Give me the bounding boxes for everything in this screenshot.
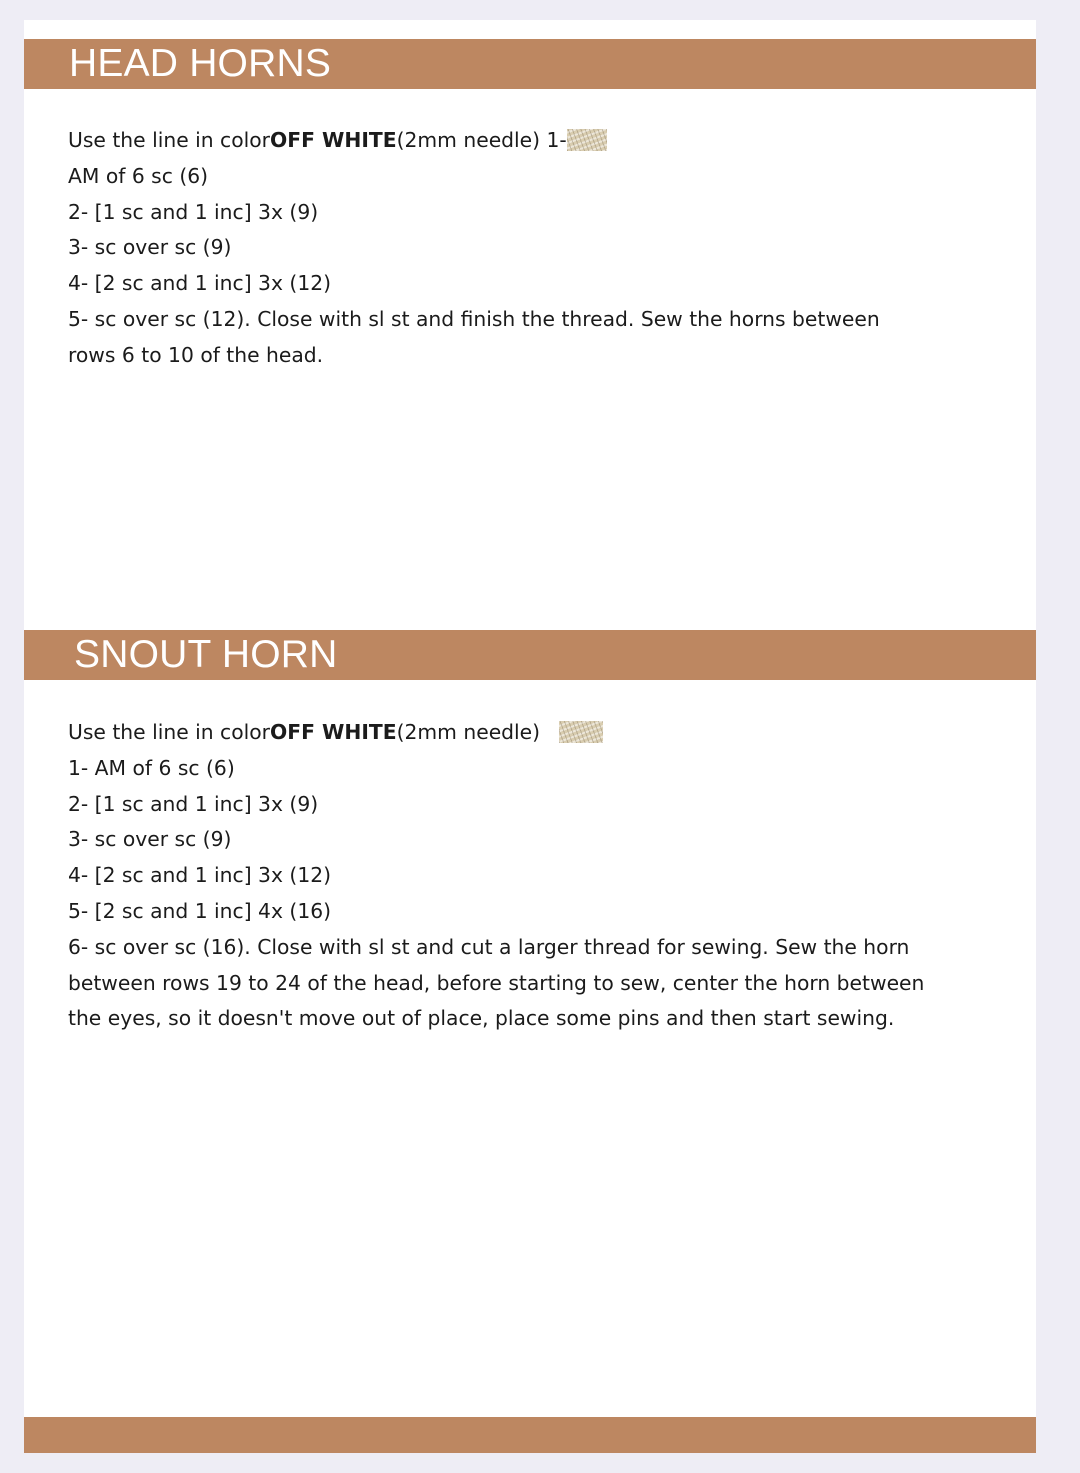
instruction-row: 5- sc over sc (12). Close with sl st and finish the thread. Sew the horns between rows 6 to 10 of the head. xyxy=(68,306,880,367)
yarn-swatch-icon xyxy=(567,129,607,151)
intro-suffix: (2mm needle) xyxy=(396,720,541,744)
section-body-head-horns xyxy=(68,123,948,374)
section-body-snout-horn xyxy=(68,715,948,1037)
intro-prefix: Use the line in color xyxy=(68,720,270,744)
instruction-row: 1- AM of 6 sc (6) xyxy=(68,755,235,780)
section-title: SNOUT HORN xyxy=(74,633,338,676)
instruction-intro xyxy=(68,123,948,159)
yarn-color-name: OFF WHITE xyxy=(270,720,397,744)
yarn-color-name: OFF WHITE xyxy=(270,128,397,152)
document-page xyxy=(24,20,1036,1453)
section-title: HEAD HORNS xyxy=(69,42,332,85)
instruction-row: 6- sc over sc (16). Close with sl st and cut a larger thread for sewing. Sew the horn between rows 19 to 24 of the head, before starting to sew, center the horn between the eyes, so it doesn't move out of place, place some pins and then start sewing. xyxy=(68,934,925,1031)
yarn-swatch-icon xyxy=(559,721,603,743)
instruction-row: 3- sc over sc (9) xyxy=(68,235,232,260)
section-banner-snout-horn xyxy=(24,630,1036,680)
footer-bar xyxy=(24,1417,1036,1453)
intro-prefix: Use the line in color xyxy=(68,128,270,152)
intro-suffix: (2mm needle) 1- xyxy=(396,128,567,152)
instruction-row: AM of 6 sc (6) xyxy=(68,163,209,188)
instruction-intro xyxy=(68,715,948,751)
instruction-row: 2- [1 sc and 1 inc] 3x (9) xyxy=(68,199,319,224)
instruction-row: 4- [2 sc and 1 inc] 3x (12) xyxy=(68,863,332,888)
instruction-row: 3- sc over sc (9) xyxy=(68,827,232,852)
instruction-row: 5- [2 sc and 1 inc] 4x (16) xyxy=(68,898,332,923)
section-banner-head-horns xyxy=(24,39,1036,89)
instruction-row: 2- [1 sc and 1 inc] 3x (9) xyxy=(68,791,319,816)
instruction-row: 4- [2 sc and 1 inc] 3x (12) xyxy=(68,271,332,296)
